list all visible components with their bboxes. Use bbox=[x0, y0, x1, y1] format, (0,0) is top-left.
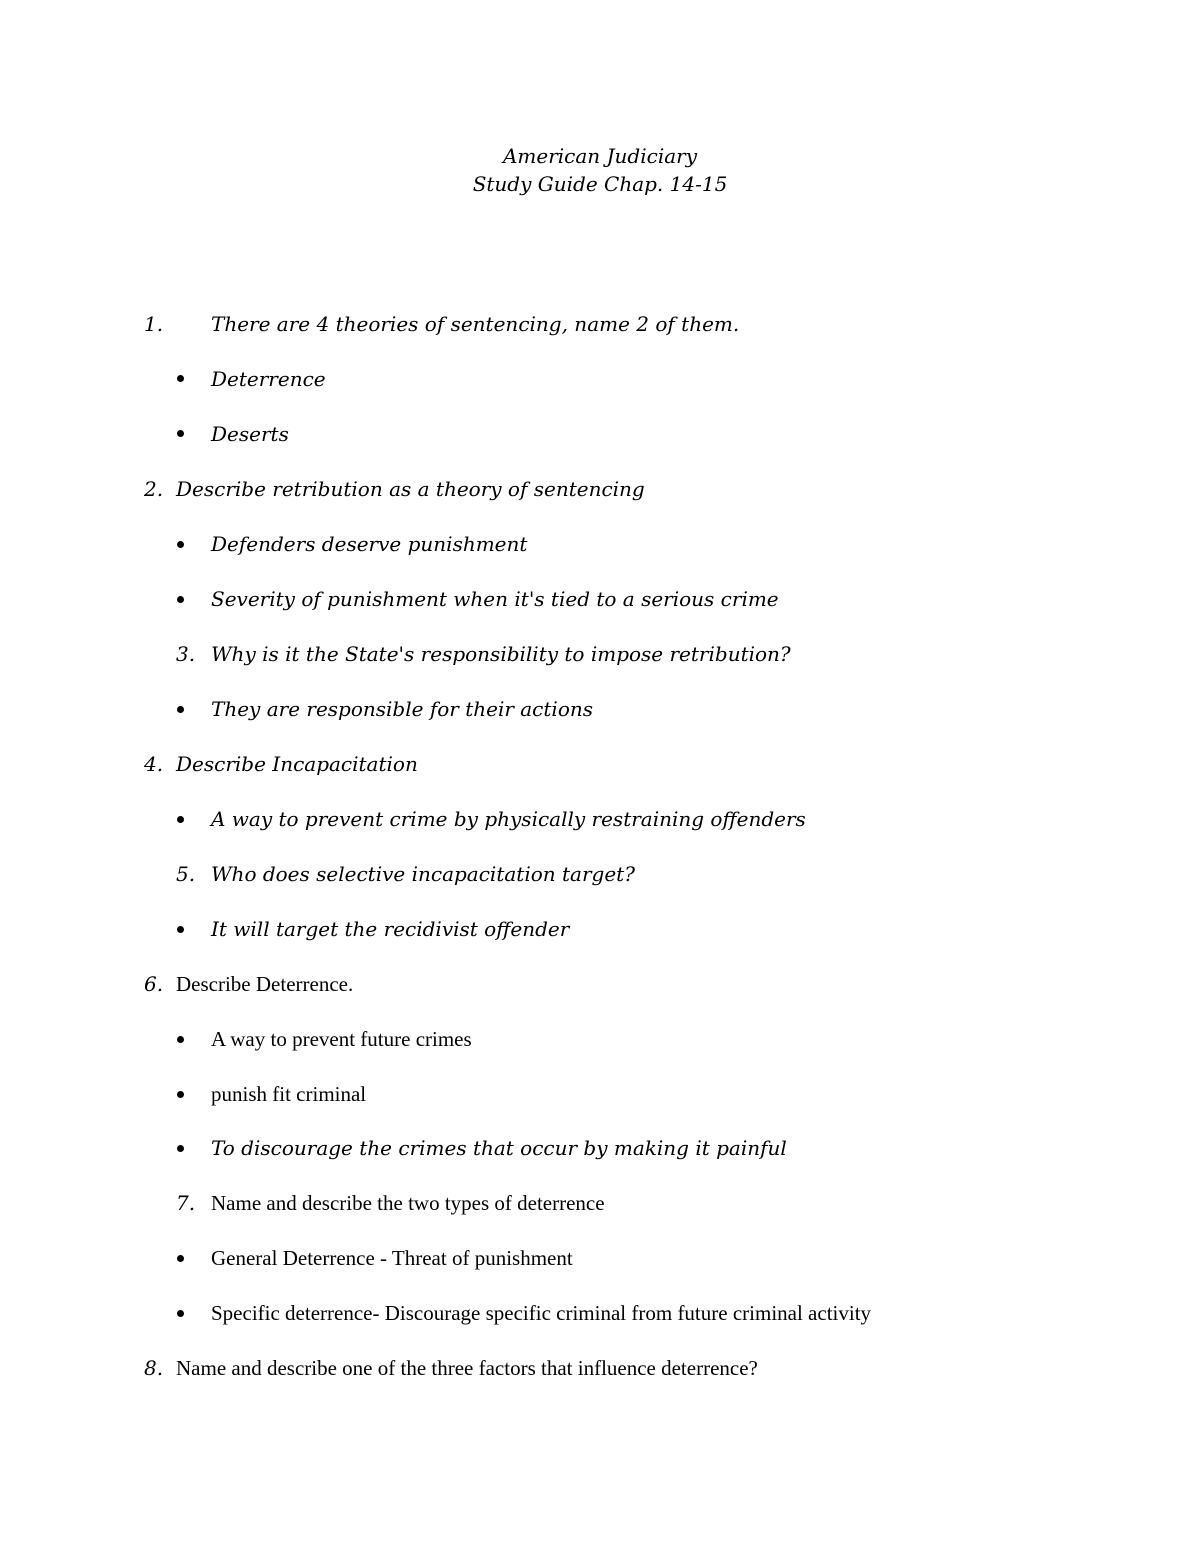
question-text: Name and describe one of the three factors that influence deterrence? bbox=[176, 1356, 758, 1380]
bullet-icon bbox=[177, 596, 184, 603]
question-number: 6. bbox=[144, 972, 164, 996]
bullet-icon bbox=[177, 706, 184, 713]
bullet-icon bbox=[177, 1145, 184, 1152]
bullet-icon bbox=[177, 541, 184, 548]
bullet-icon bbox=[177, 430, 184, 437]
answer-bullet: Specific deterrence- Discourage specific criminal from future criminal activity bbox=[211, 1301, 872, 1325]
question-text: Describe Incapacitation bbox=[176, 752, 418, 776]
bullet-icon bbox=[177, 1091, 184, 1098]
answer-bullet: Severity of punishment when it's tied to a serious crime bbox=[211, 587, 779, 611]
bullet-icon bbox=[177, 1255, 184, 1262]
bullet-icon bbox=[177, 1036, 184, 1043]
question-number: 1. bbox=[144, 312, 164, 336]
question-number: 5. bbox=[176, 862, 196, 886]
question-number: 4. bbox=[144, 752, 164, 776]
question-text: Who does selective incapacitation target? bbox=[211, 862, 635, 886]
answer-bullet: Deterrence bbox=[211, 367, 326, 391]
answer-bullet: A way to prevent crime by physically restraining offenders bbox=[211, 807, 806, 831]
document-subtitle: Study Guide Chap. 14-15 bbox=[472, 172, 728, 196]
question-text: Why is it the State's responsibility to impose retribution? bbox=[211, 642, 791, 666]
bullet-icon bbox=[177, 926, 184, 933]
answer-bullet: A way to prevent future crimes bbox=[211, 1027, 472, 1051]
question-text: Describe retribution as a theory of sentencing bbox=[176, 477, 645, 501]
question-number: 2. bbox=[144, 477, 164, 501]
bullet-icon bbox=[177, 1310, 184, 1317]
answer-bullet: Deserts bbox=[211, 422, 289, 446]
document-title: American Judiciary bbox=[502, 144, 698, 168]
answer-bullet: General Deterrence - Threat of punishment bbox=[211, 1246, 573, 1270]
answer-bullet: punish fit criminal bbox=[211, 1082, 367, 1106]
answer-bullet: Defenders deserve punishment bbox=[211, 532, 528, 556]
bullet-icon bbox=[177, 375, 184, 382]
bullet-icon bbox=[177, 816, 184, 823]
question-number: 8. bbox=[144, 1356, 164, 1380]
question-text: Name and describe the two types of deterrence bbox=[211, 1191, 605, 1215]
answer-bullet: They are responsible for their actions bbox=[211, 697, 594, 721]
question-text: There are 4 theories of sentencing, name 2 of them. bbox=[211, 312, 740, 336]
answer-bullet: It will target the recidivist offender bbox=[211, 917, 570, 941]
question-text: Describe Deterrence. bbox=[176, 972, 354, 996]
question-number: 3. bbox=[176, 642, 196, 666]
question-number: 7. bbox=[176, 1191, 196, 1215]
answer-bullet: To discourage the crimes that occur by making it painful bbox=[211, 1136, 787, 1160]
